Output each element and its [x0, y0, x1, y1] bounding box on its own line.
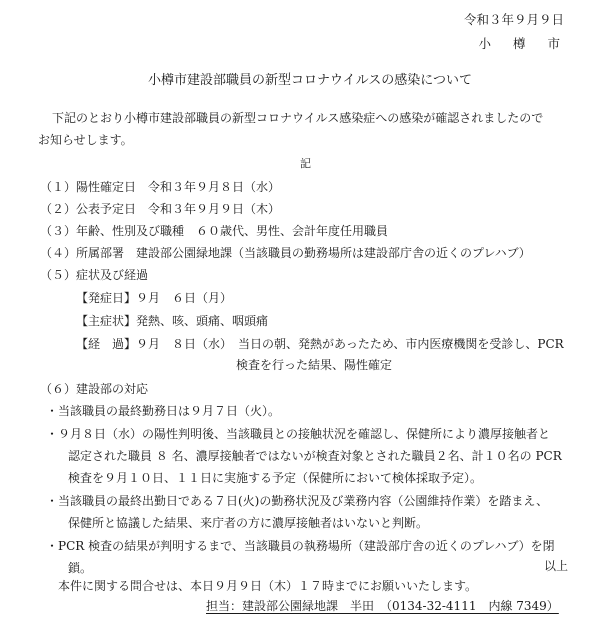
inquiry-note: 本件に関する問合せは、本日９月９日（木）１７時までにお願いいたします。 — [58, 579, 478, 593]
bullet-closure-2: 鎖。 — [68, 561, 93, 575]
bullet-visitors-1: ・当該職員の最終出勤日である７日(火)の勤務状況及び業務内容（公園維持作業）を踏まえ、 — [46, 494, 549, 508]
symptom-main: 【主症状】発熱、咳、頭痛、咽頭痛 — [76, 314, 269, 328]
issuer-name: 小樽市 — [478, 36, 582, 51]
intro-line-1: 下記のとおり小樽市建設部職員の新型コロナウイルス感染症への感染が確認されましたので — [52, 111, 544, 125]
symptom-course-2: 検査を行った結果、陽性確定 — [236, 358, 393, 372]
item-symptoms-heading: （５）症状及び経過 — [40, 268, 149, 282]
response-heading: （６）建設部の対応 — [40, 382, 149, 396]
closing-mark: 以上 — [543, 559, 568, 573]
intro-line-2: お知らせします。 — [38, 133, 133, 147]
item-department: （４）所属部署 建設部公園緑地課（当該職員の勤務場所は建設部庁舎の近くのプレハブ） — [40, 246, 531, 260]
item-positive-date: （１）陽性確定日 令和３年９月８日（水） — [40, 180, 281, 194]
symptom-onset: 【発症日】９月 ６日（月） — [76, 291, 233, 305]
item-profile: （３）年齢、性別及び職種 ６０歳代、男性、会計年度任用職員 — [40, 224, 389, 238]
contact-info: 担当：建設部公園緑地課 半田 （0134-32-4111 内線 7349） — [206, 599, 559, 613]
issue-date: 令和３年９月９日 — [463, 12, 564, 27]
symptom-course-1: 【経 過】９月 ８日（水） 当日の朝、発熱があったため、市内医療機関を受診し、PCR — [76, 337, 564, 351]
bullet-contacts-1: ・９月８日（水）の陽性判明後、当該職員との接触状況を確認し、保健所により濃厚接触者と — [46, 427, 551, 441]
bullet-closure-1: ・PCR 検査の結果が判明するまで、当該職員の執務場所（建設部庁舎の近くのプレハブ）を閉 — [46, 539, 555, 553]
item-publication-date: （２）公表予定日 令和３年９月９日（木） — [40, 202, 281, 216]
bullet-contacts-2: 認定された職員 ８ 名、濃厚接触者ではないが検査対象とされた職員２名、計１０名の PCR — [68, 449, 562, 463]
bullet-contacts-3: 検査を９月１０日、１１日に実施する予定（保健所において検体採取予定）。 — [68, 471, 483, 485]
bullet-visitors-2: 保健所と協議した結果、来庁者の方に濃厚接触者はいないと判断。 — [68, 516, 429, 530]
ki-heading: 記 — [300, 157, 311, 170]
document-title: 小樽市建設部職員の新型コロナウイルスの感染について — [148, 73, 472, 88]
bullet-last-workday: ・当該職員の最終勤務日は９月７日（火）。 — [46, 404, 281, 418]
